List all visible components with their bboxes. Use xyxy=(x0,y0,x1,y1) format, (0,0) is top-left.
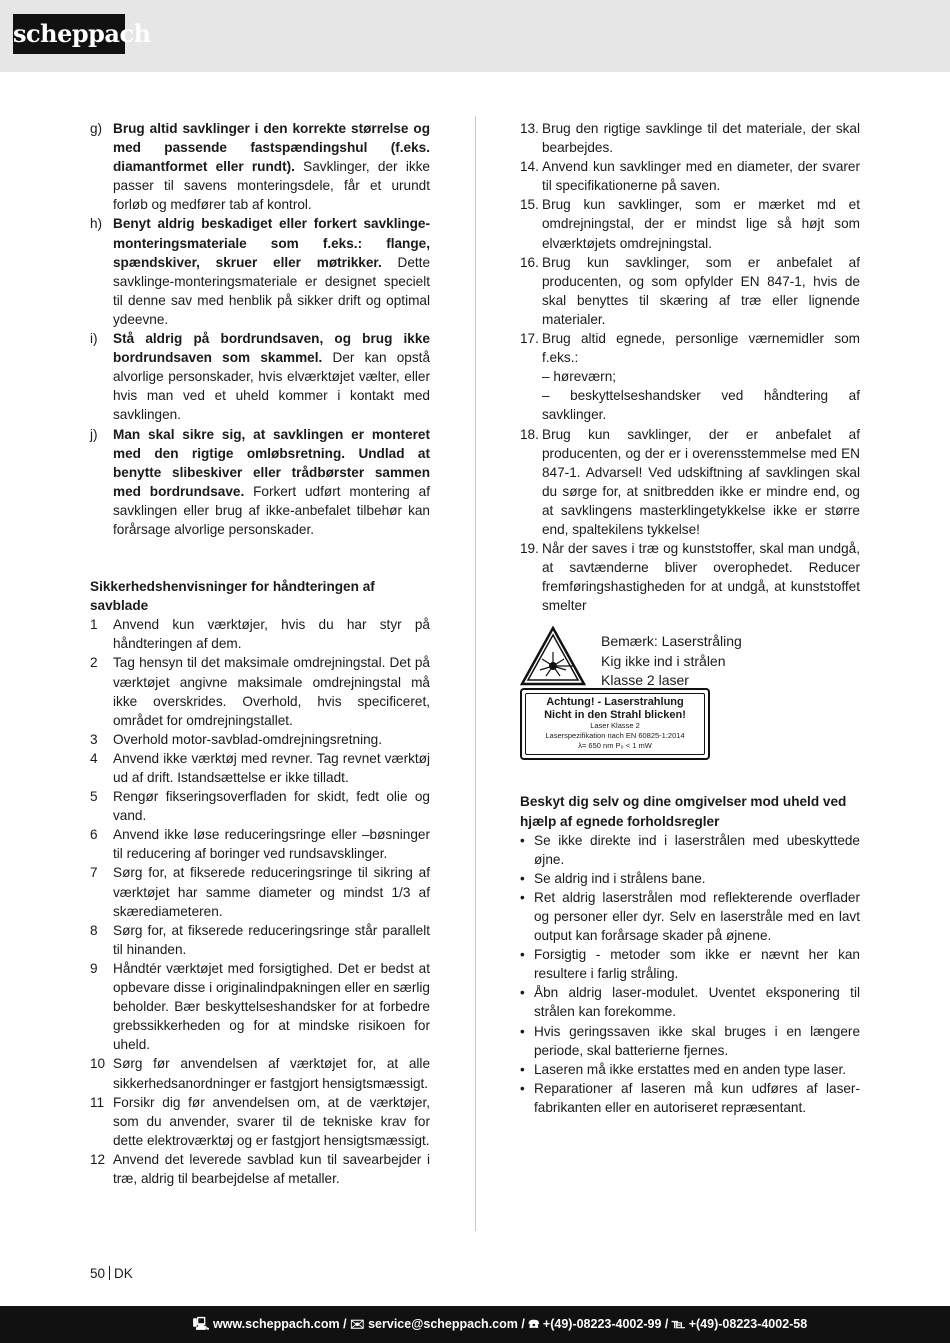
item-label: 9 xyxy=(90,960,98,976)
section-heading: Beskyt dig selv og dine omgivelser mod uheld ved hjælp af egnede forholdsregler xyxy=(520,794,847,829)
item-text: Åbn aldrig laser-modulet. Uventet eksponering til strålen kan forekomme. xyxy=(534,985,860,1020)
item-bold: Brug altid savklinger i den korrekte størrelse og med passende fastspændingshul (f.eks. diamantformet eller rundt). xyxy=(113,121,430,175)
list-item xyxy=(90,749,430,787)
list-item xyxy=(520,1079,860,1117)
item-text xyxy=(542,425,860,540)
item-label: 12 xyxy=(90,1151,106,1167)
item-bold: Man skal sikre sig, at savklingen er monteret med den rigtige omløbsretning. Undlad at benytte slibeskiver eller trådbørster sammen med bordrundsave. xyxy=(113,426,430,499)
footer-contact: www.scheppach.com / ✉ service@scheppach.com / ☎ +(49)-08223-4002-99 / ℡ +(49)-08223-4002-58 xyxy=(212,1317,808,1331)
list-item xyxy=(90,959,430,1054)
item-text: Tag hensyn til det maksimale omdrejningstal. Det på værktøjet angivne maksimale omdrejningstal må ikke overskrides. Overhold, hvis specificeret, området for omdrejningstallet. xyxy=(113,655,430,728)
item-label: 6 xyxy=(90,827,98,843)
item-text: Rengør fikseringsoverfladen for skidt, fedt olie og vand. xyxy=(113,789,430,824)
list-item xyxy=(520,831,860,869)
item-label: 19. xyxy=(520,541,539,557)
item-body: Brug kun savklinger, som er anbefalet af producenten, og som opfylder EN 847-1, hvis de skal benyttes til skæring af træ eller lignende materialer. xyxy=(542,254,860,327)
laser-class-label: Achtung! - Laserstrahlung Nicht in den Strahl blicken! Laser Klasse 2 Laserspezifikation nach EN 60825-1:2014 λ= 650 nm P₀ < 1 mW xyxy=(520,688,710,760)
item-text xyxy=(542,329,860,424)
item-label: h) xyxy=(90,216,103,232)
item-text: Hvis geringssaven ikke skal bruges i en længere periode, skal batterierne fjernes. xyxy=(534,1023,860,1058)
item-label: 11 xyxy=(90,1094,105,1110)
list-item xyxy=(90,615,430,653)
item-body: Savklinger, der ikke passer til savens monteringsdele, får et urundt forløb og medfører tab af kontrol. xyxy=(113,159,430,213)
list-item xyxy=(90,825,430,863)
list-item xyxy=(520,157,860,195)
right-column xyxy=(520,119,860,1117)
list-item xyxy=(520,945,860,983)
item-label: 10 xyxy=(90,1056,106,1072)
bullet-icon: • xyxy=(520,985,525,1001)
column-divider xyxy=(475,116,476,1231)
bullet-icon: • xyxy=(520,1080,525,1096)
item-text xyxy=(113,214,430,329)
item-text: Anvend ikke løse reduceringsringe eller –bøsninger til reducering af boringer ved rundsavsklinger. xyxy=(113,827,430,862)
item-label: 8 xyxy=(90,922,98,938)
list-item xyxy=(520,329,860,424)
item-text: Sørg før anvendelsen af værktøjet for, at alle sikkerhedsanordninger er fastgjort hensigtsmæssigt. xyxy=(113,1056,430,1091)
item-label: j) xyxy=(90,426,98,442)
brand-logo: scheppach xyxy=(13,14,125,54)
item-text xyxy=(113,329,430,424)
item-text: Anvend ikke værktøj med revner. Tag revnet værktøj ud af drift. Istandsættelse er ikke tilladt. xyxy=(113,750,430,785)
page-header xyxy=(0,0,950,72)
item-label: g) xyxy=(90,121,103,136)
list-item xyxy=(520,119,860,157)
list-item xyxy=(90,787,430,825)
item-label: 13. xyxy=(520,121,539,136)
bullet-icon: • xyxy=(520,889,525,905)
item-body: Der kan opstå alvorlige personskader, hvis elværktøjet vælter, eller hvis man ved et uheld kommer i kontakt med savklingen. xyxy=(113,350,431,423)
list-item xyxy=(520,1060,860,1079)
item-body: Dette savklinge-monteringsmateriale er designet specielt til denne sav med henblik på sikker drift og optimal ydeevne. xyxy=(113,254,430,327)
item-label: 4 xyxy=(90,750,98,766)
item-text: Ret aldrig laserstrålen mod reflekterende overflader og personer eller dyr. Selv en laserstråle med en lavt output kan forårsage skader på øjnene. xyxy=(534,889,860,944)
item-text: Sørg for, at fikserede reduceringsringe til sikring af værktøjet har samme diameter og mindst 1/3 af skærediameteren. xyxy=(113,865,430,919)
item-text xyxy=(542,119,860,157)
list-item xyxy=(520,869,860,888)
item-text: Se aldrig ind i strålens bane. xyxy=(534,870,706,886)
item-text: Forsikr dig før anvendelsen om, at de værktøjer, som du anvender, svarer til de tekniske krav for dette elektroværktøj og er fastgjort hensigtsmæssigt. xyxy=(113,1094,430,1148)
list-item xyxy=(90,119,430,214)
item-label: 17. xyxy=(520,331,539,347)
item-label: 15. xyxy=(520,197,539,213)
item-sub: – høreværn; xyxy=(542,369,617,385)
item-label: 2 xyxy=(90,655,98,671)
bullet-icon: • xyxy=(520,870,525,886)
list-item xyxy=(90,329,430,424)
item-label: 14. xyxy=(520,159,539,175)
item-text: Reparationer af laseren må kun udføres af laser-fabrikanten eller en autoriseret repræsentant. xyxy=(534,1080,860,1115)
item-body: Brug altid egnede, personlige værnemidler som f.eks.: xyxy=(542,331,860,366)
bullet-icon: • xyxy=(520,832,525,848)
item-text xyxy=(542,539,860,615)
item-label: 7 xyxy=(90,865,98,881)
list-item xyxy=(520,195,860,252)
list-item xyxy=(90,1093,430,1150)
list-item xyxy=(520,253,860,329)
list-item xyxy=(90,214,430,329)
item-text: Se ikke direkte ind i laserstrålen med ubeskyttede øjne. xyxy=(534,832,860,867)
bullet-icon: • xyxy=(520,1023,525,1039)
item-text: Sørg for, at fikserede reduceringsringe står parallelt til hinanden. xyxy=(113,922,430,957)
item-label: 5 xyxy=(90,789,98,805)
left-column xyxy=(90,119,430,1188)
item-text: Forsigtig - metoder som ikke er nævnt her kan resultere i farlig stråling. xyxy=(534,947,860,982)
item-label: 18. xyxy=(520,426,539,442)
list-item xyxy=(520,983,860,1021)
laser-note: Bemærk: Laserstråling Kig ikke ind i strålen Klasse 2 laser xyxy=(601,633,742,689)
list-item xyxy=(520,1022,860,1060)
list-item xyxy=(90,730,430,749)
item-text xyxy=(542,195,860,252)
item-label: 3 xyxy=(90,731,98,747)
list-item xyxy=(90,653,430,729)
laser-warning xyxy=(520,626,860,766)
bullet-icon: • xyxy=(520,1061,525,1077)
item-text xyxy=(113,119,430,214)
item-label: 1 xyxy=(90,617,98,633)
item-text: Overhold motor-savblad-omdrejningsretning. xyxy=(113,731,382,747)
item-body: Brug kun savklinger, som er mærket md et omdrejningstal, der er mindst lige så højt som elværktøjets omdrejningstal. xyxy=(542,197,860,251)
item-text: Anvend kun værktøjer, hvis du har styr på håndteringen af dem. xyxy=(113,617,430,652)
list-item xyxy=(520,539,860,615)
section-heading: Sikkerhedshenvisninger for håndteringen af savblade xyxy=(90,579,375,614)
item-text xyxy=(542,253,860,329)
item-body: Brug den rigtige savklinge til det materiale, der skal bearbejdes. xyxy=(542,121,860,156)
item-text xyxy=(542,157,860,195)
list-item xyxy=(520,425,860,540)
item-sub: – beskyttelseshandsker ved håndtering af savklinger. xyxy=(542,388,860,423)
item-body: Anvend kun savklinger med en diameter, der svarer til specifikationerne på saven. xyxy=(542,159,860,194)
list-item xyxy=(90,863,430,920)
item-text: Anvend det leverede savblad kun til savearbejder i træ, aldrig til bearbejdelse af metaller. xyxy=(113,1151,430,1186)
computer-icon: 🖳 xyxy=(192,1317,213,1331)
item-label: i) xyxy=(90,331,98,347)
laser-warning-icon xyxy=(520,626,586,686)
item-text: Laseren må ikke erstattes med en anden type laser. xyxy=(534,1061,847,1077)
item-body: Når der saves i træ og kunststoffer, skal man undgå, at savtænderne bliver overophedet. Reducer fremføringshastigheden for at undgå, at kunststoffet smelter xyxy=(542,541,860,614)
item-bold: Benyt aldrig beskadiget eller forkert savklinge-monteringsmateriale som f.eks.: flange, spændskiver, skruer eller møtrikker. xyxy=(113,216,430,270)
item-label: 16. xyxy=(520,254,539,270)
list-item xyxy=(90,1054,430,1092)
item-text: Håndtér værktøjet med forsigtighed. Det er bedst at opbevare disse i originalindpakningen eller en særlig beholder. Bær beskyttelseshandsker for at forbedre grebssikkerheden og for at mindske risikoen for uheld. xyxy=(113,960,430,1053)
bullet-icon: • xyxy=(520,947,525,963)
list-item xyxy=(90,425,430,540)
list-item xyxy=(90,1150,430,1188)
page-number: 50 DK xyxy=(90,1266,133,1281)
list-item xyxy=(90,921,430,959)
list-item xyxy=(520,888,860,945)
page-footer xyxy=(0,1306,950,1343)
item-text xyxy=(113,425,430,540)
item-body: Forkert udført montering af savklingen eller brug af ikke-anbefalet tilbehør kan forårsage alvorlige personskader. xyxy=(113,483,430,537)
item-body: Brug kun savklinger, der er anbefalet af producenten, og der er i overensstemmelse med EN 847-1. Advarsel! Ved udskiftning af savklingen skal du sørge for, at snitbredden ikke er mindre end, og at savklingens masterklingetykkelse ikke er større end, spaltekilens tykkelse! xyxy=(542,426,860,537)
item-bold: Stå aldrig på bordrundsaven, og brug ikke bordrundsaven som skammel. xyxy=(113,331,430,366)
